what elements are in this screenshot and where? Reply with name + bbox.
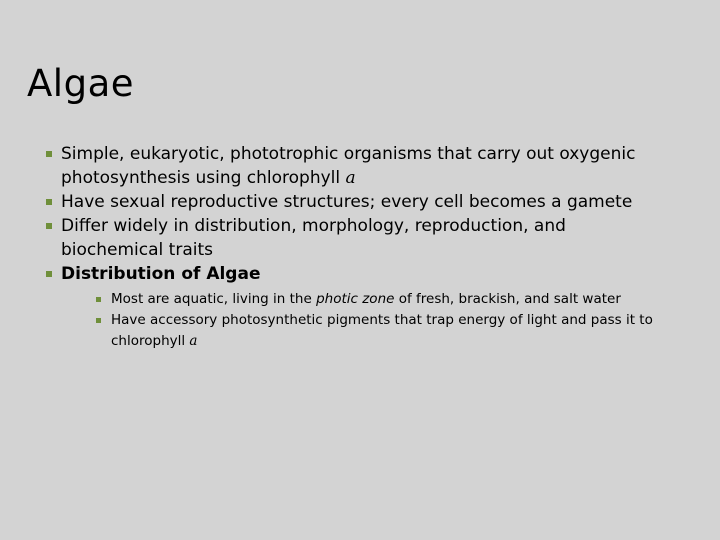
- sub-bullet-text: Most are aquatic, living in the: [111, 291, 317, 307]
- square-bullet-icon: [46, 271, 52, 277]
- square-bullet-icon: [96, 318, 101, 323]
- bullet-item: [46, 142, 656, 190]
- bullet-emphasis: a: [345, 168, 356, 188]
- sub-bullet-emphasis: photic zone: [316, 291, 395, 307]
- sub-bullet-text: of fresh, brackish, and salt water: [394, 291, 621, 307]
- bullet-text: Differ widely in distribution, morphology, reproduction, and biochemical traits: [61, 216, 566, 260]
- sub-bullet-item: [96, 289, 696, 310]
- bullet-list: [46, 142, 656, 352]
- bullet-text: Simple, eukaryotic, phototrophic organisms that carry out oxygenic photosynthesis using chlorophyll: [61, 144, 636, 188]
- square-bullet-icon: [46, 223, 52, 229]
- square-bullet-icon: [46, 151, 52, 157]
- bullet-text: Have sexual reproductive structures; every cell becomes a gamete: [61, 192, 633, 212]
- square-bullet-icon: [96, 297, 101, 302]
- slide-title: Algae: [27, 62, 135, 105]
- square-bullet-icon: [46, 199, 52, 205]
- bullet-item: [46, 190, 656, 214]
- sub-bullet-emphasis: a: [189, 333, 198, 349]
- sub-bullet-text: Have accessory photosynthetic pigments that trap energy of light and pass it to chlorophyll: [111, 312, 653, 349]
- bullet-item: [46, 214, 656, 262]
- bullet-item: [46, 262, 656, 352]
- sub-bullet-item: [96, 310, 696, 352]
- bullet-heading: Distribution of Algae: [61, 264, 261, 284]
- sub-bullet-list: [96, 289, 696, 352]
